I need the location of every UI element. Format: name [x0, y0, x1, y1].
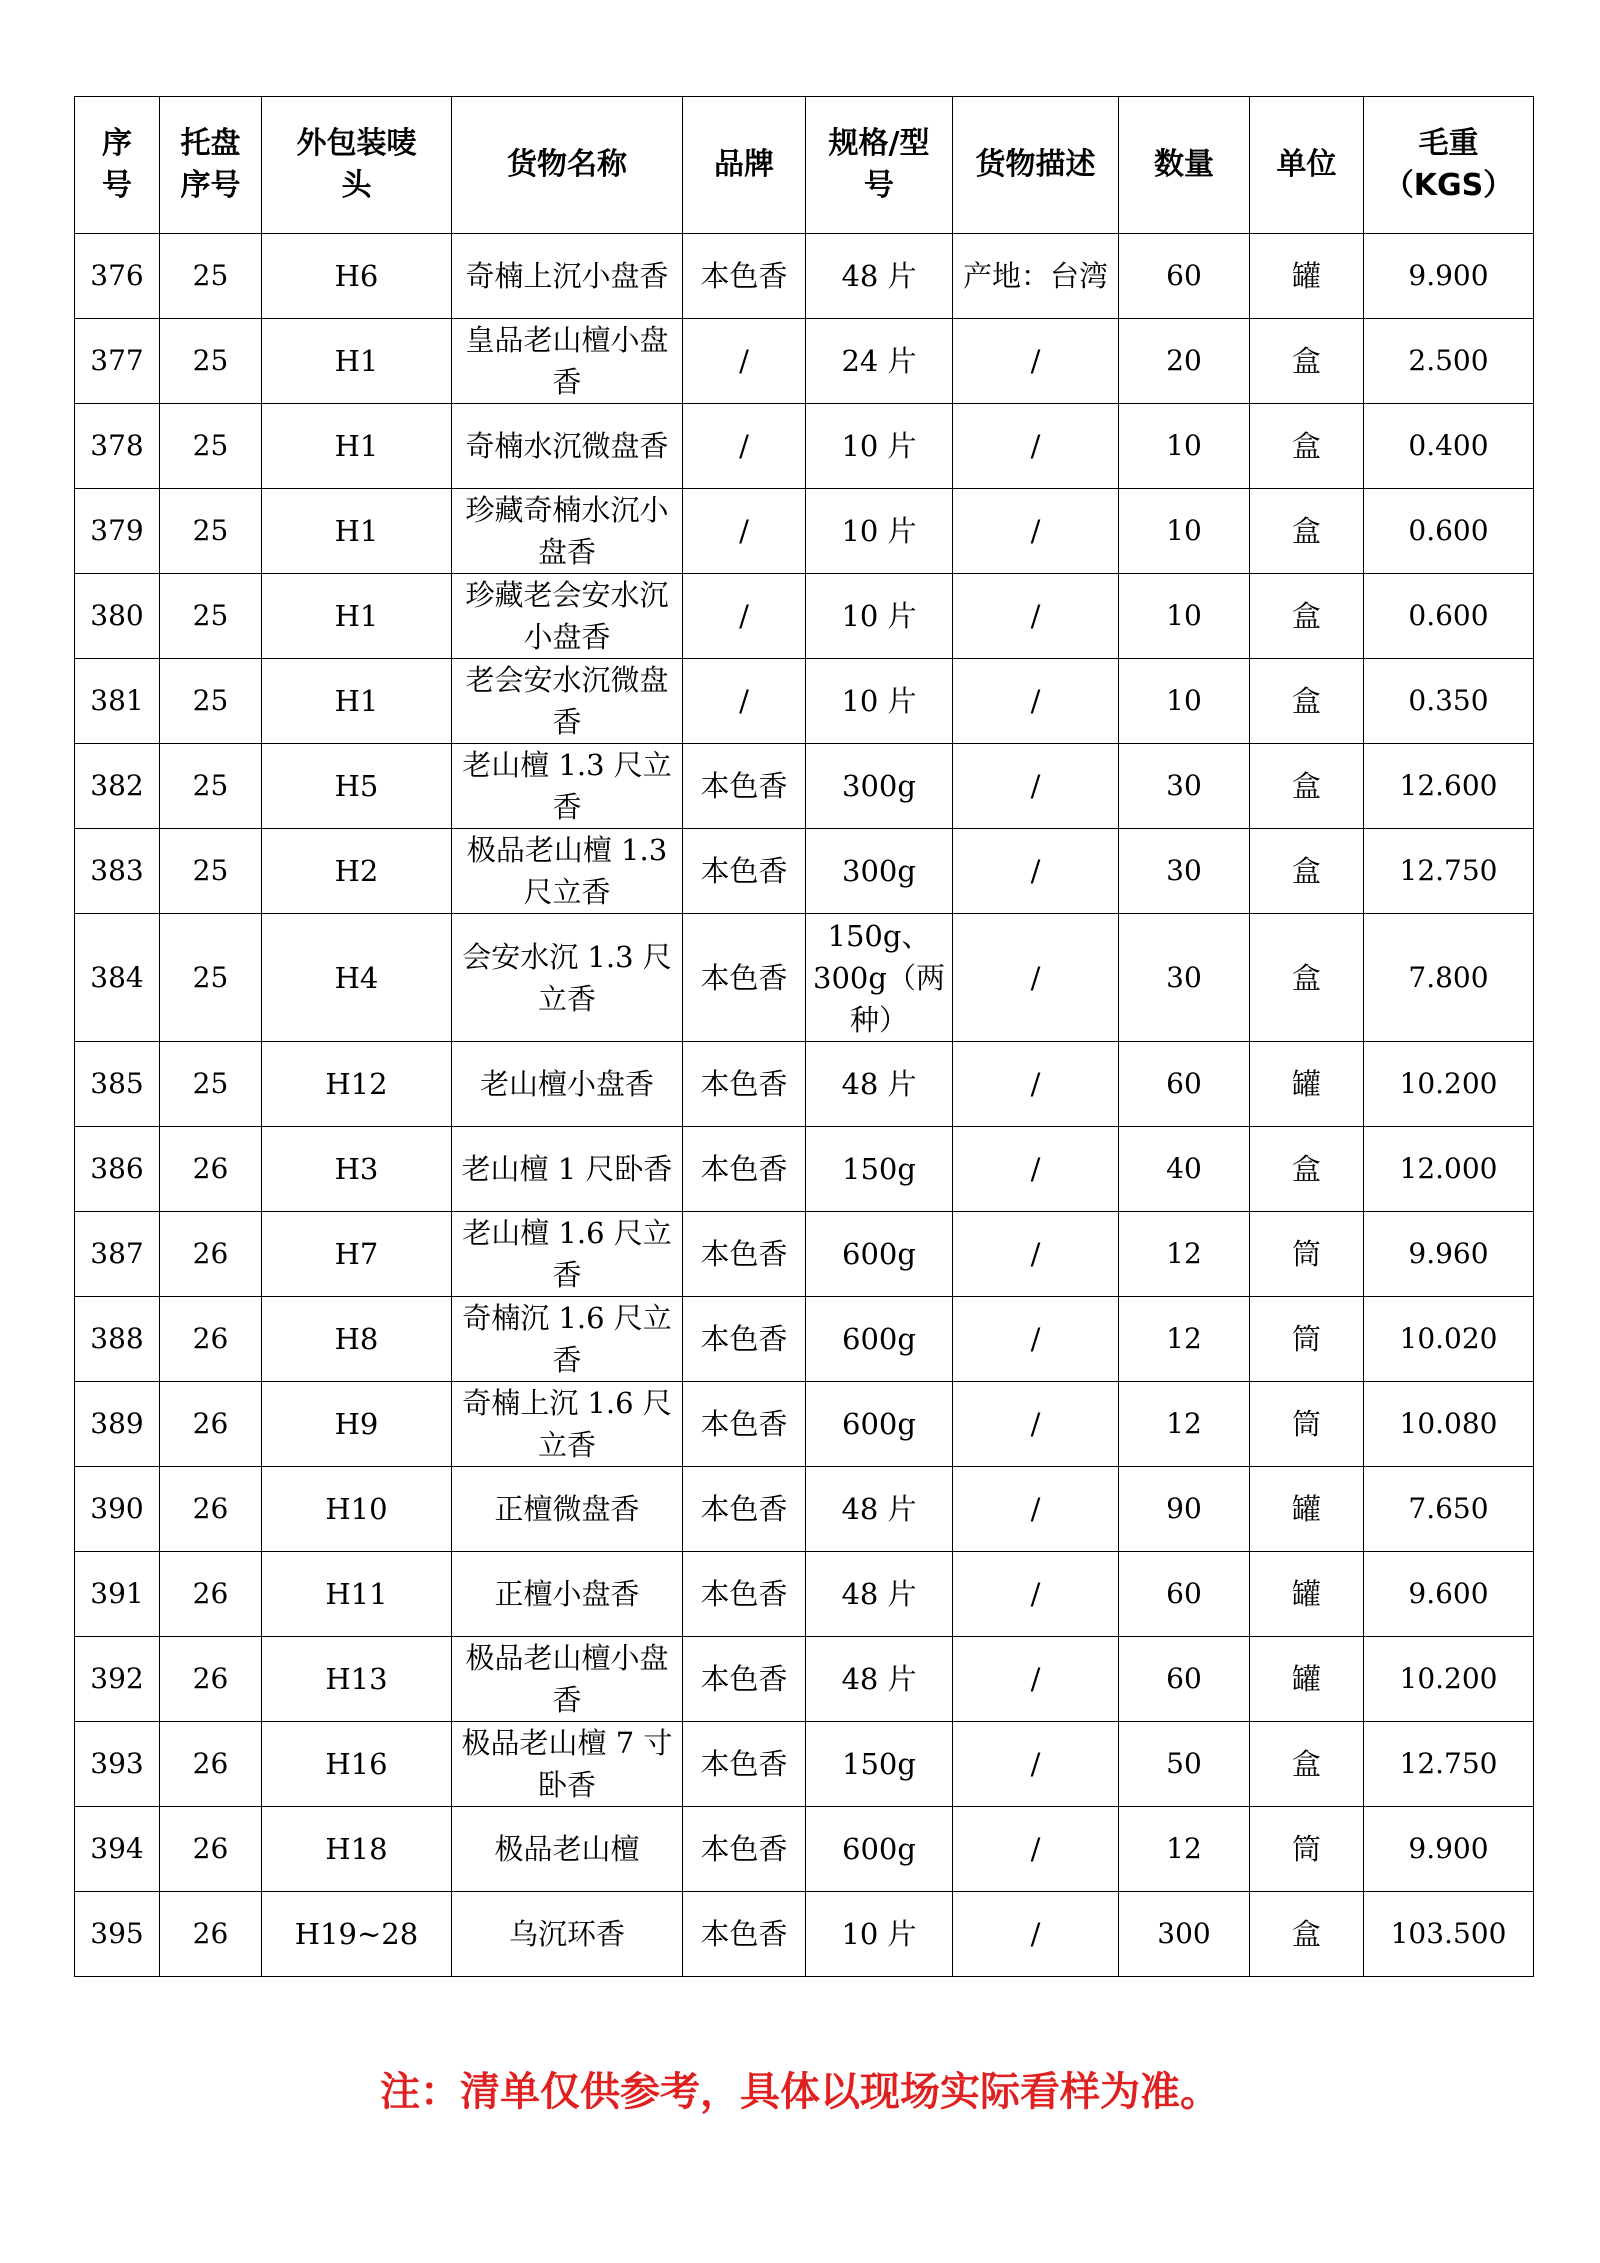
cell-weight: 12.000	[1364, 1127, 1534, 1212]
cell-seq: 382	[75, 744, 160, 829]
cell-unit: 筒	[1250, 1297, 1364, 1382]
header-brand: 品牌	[683, 97, 806, 234]
cell-unit: 盒	[1250, 744, 1364, 829]
header-mark: 外包装唛 头	[262, 97, 452, 234]
cell-pallet: 26	[160, 1127, 262, 1212]
cell-weight: 7.650	[1364, 1467, 1534, 1552]
cell-mark: H8	[262, 1297, 452, 1382]
cell-desc: /	[953, 1807, 1119, 1892]
cell-unit: 盒	[1250, 829, 1364, 914]
cell-desc: /	[953, 914, 1119, 1042]
cell-weight: 0.600	[1364, 574, 1534, 659]
cell-unit: 盒	[1250, 404, 1364, 489]
cell-seq: 392	[75, 1637, 160, 1722]
cell-desc: /	[953, 574, 1119, 659]
cell-desc: /	[953, 1042, 1119, 1127]
cell-brand: 本色香	[683, 1382, 806, 1467]
cell-seq: 386	[75, 1127, 160, 1212]
cell-mark: H16	[262, 1722, 452, 1807]
cell-desc: /	[953, 1212, 1119, 1297]
cell-unit: 盒	[1250, 319, 1364, 404]
cell-pallet: 26	[160, 1552, 262, 1637]
cell-desc: /	[953, 319, 1119, 404]
cell-name: 奇楠沉 1.6 尺立香	[452, 1297, 683, 1382]
header-name: 货物名称	[452, 97, 683, 234]
table-row	[75, 404, 1534, 489]
header-desc: 货物描述	[953, 97, 1119, 234]
cell-spec: 300g	[806, 829, 953, 914]
cell-spec: 48 片	[806, 1637, 953, 1722]
cell-brand: /	[683, 574, 806, 659]
cell-mark: H1	[262, 489, 452, 574]
cell-mark: H7	[262, 1212, 452, 1297]
cell-mark: H5	[262, 744, 452, 829]
cell-unit: 盒	[1250, 1892, 1364, 1977]
table-row	[75, 489, 1534, 574]
cell-qty: 60	[1119, 1042, 1250, 1127]
cell-mark: H1	[262, 319, 452, 404]
cell-name: 老山檀 1 尺卧香	[452, 1127, 683, 1212]
cell-mark: H11	[262, 1552, 452, 1637]
table-row	[75, 574, 1534, 659]
cell-mark: H9	[262, 1382, 452, 1467]
cell-pallet: 25	[160, 914, 262, 1042]
cell-pallet: 25	[160, 829, 262, 914]
cell-weight: 0.600	[1364, 489, 1534, 574]
cell-seq: 383	[75, 829, 160, 914]
cell-spec: 48 片	[806, 1552, 953, 1637]
cell-desc: 产地：台湾	[953, 234, 1119, 319]
header-spec: 规格/型 号	[806, 97, 953, 234]
cell-unit: 盒	[1250, 489, 1364, 574]
cell-name: 珍藏老会安水沉小盘香	[452, 574, 683, 659]
cell-pallet: 26	[160, 1722, 262, 1807]
cell-seq: 381	[75, 659, 160, 744]
cell-mark: H4	[262, 914, 452, 1042]
cell-qty: 10	[1119, 659, 1250, 744]
table-row	[75, 1892, 1534, 1977]
cell-name: 正檀小盘香	[452, 1552, 683, 1637]
cell-spec: 150g	[806, 1722, 953, 1807]
cell-name: 极品老山檀	[452, 1807, 683, 1892]
cell-mark: H1	[262, 404, 452, 489]
cell-brand: 本色香	[683, 1807, 806, 1892]
cell-brand: 本色香	[683, 914, 806, 1042]
cell-pallet: 26	[160, 1807, 262, 1892]
cell-mark: H18	[262, 1807, 452, 1892]
cell-mark: H19~28	[262, 1892, 452, 1977]
cell-name: 会安水沉 1.3 尺立香	[452, 914, 683, 1042]
cell-weight: 2.500	[1364, 319, 1534, 404]
cell-brand: /	[683, 489, 806, 574]
table-row	[75, 1467, 1534, 1552]
cell-seq: 378	[75, 404, 160, 489]
cell-weight: 10.080	[1364, 1382, 1534, 1467]
cell-name: 老山檀 1.6 尺立香	[452, 1212, 683, 1297]
cell-desc: /	[953, 489, 1119, 574]
cell-brand: 本色香	[683, 829, 806, 914]
cell-name: 极品老山檀 1.3 尺立香	[452, 829, 683, 914]
cell-qty: 20	[1119, 319, 1250, 404]
cell-spec: 600g	[806, 1212, 953, 1297]
cell-pallet: 26	[160, 1297, 262, 1382]
cell-weight: 12.750	[1364, 829, 1534, 914]
cell-qty: 10	[1119, 574, 1250, 659]
table-row	[75, 1552, 1534, 1637]
cell-unit: 筒	[1250, 1382, 1364, 1467]
cell-brand: 本色香	[683, 1637, 806, 1722]
cell-spec: 48 片	[806, 1042, 953, 1127]
cell-pallet: 25	[160, 659, 262, 744]
cell-name: 老山檀小盘香	[452, 1042, 683, 1127]
cell-qty: 60	[1119, 234, 1250, 319]
cell-unit: 盒	[1250, 659, 1364, 744]
cell-brand: 本色香	[683, 1552, 806, 1637]
cell-spec: 10 片	[806, 489, 953, 574]
cell-seq: 389	[75, 1382, 160, 1467]
cell-pallet: 26	[160, 1382, 262, 1467]
cell-seq: 394	[75, 1807, 160, 1892]
cell-qty: 12	[1119, 1382, 1250, 1467]
table-row	[75, 1382, 1534, 1467]
cell-brand: /	[683, 319, 806, 404]
cell-weight: 10.200	[1364, 1042, 1534, 1127]
cell-pallet: 25	[160, 489, 262, 574]
cell-name: 老会安水沉微盘香	[452, 659, 683, 744]
cell-spec: 10 片	[806, 1892, 953, 1977]
cell-seq: 393	[75, 1722, 160, 1807]
cell-unit: 罐	[1250, 234, 1364, 319]
cell-spec: 24 片	[806, 319, 953, 404]
cell-spec: 10 片	[806, 574, 953, 659]
cell-mark: H6	[262, 234, 452, 319]
cell-weight: 0.400	[1364, 404, 1534, 489]
cell-pallet: 26	[160, 1467, 262, 1552]
cell-seq: 377	[75, 319, 160, 404]
table-row	[75, 1212, 1534, 1297]
cell-mark: H1	[262, 659, 452, 744]
cell-pallet: 25	[160, 404, 262, 489]
cell-qty: 300	[1119, 1892, 1250, 1977]
table-row	[75, 829, 1534, 914]
cell-name: 奇楠上沉小盘香	[452, 234, 683, 319]
cell-qty: 90	[1119, 1467, 1250, 1552]
cell-brand: 本色香	[683, 1892, 806, 1977]
cell-desc: /	[953, 829, 1119, 914]
cell-spec: 48 片	[806, 1467, 953, 1552]
cell-brand: /	[683, 659, 806, 744]
cell-weight: 0.350	[1364, 659, 1534, 744]
cell-pallet: 26	[160, 1892, 262, 1977]
cell-brand: 本色香	[683, 1212, 806, 1297]
cell-brand: 本色香	[683, 1042, 806, 1127]
cell-weight: 10.200	[1364, 1637, 1534, 1722]
table-row	[75, 1807, 1534, 1892]
cell-mark: H3	[262, 1127, 452, 1212]
cell-desc: /	[953, 1127, 1119, 1212]
cell-name: 皇品老山檀小盘香	[452, 319, 683, 404]
cell-seq: 376	[75, 234, 160, 319]
cell-unit: 罐	[1250, 1467, 1364, 1552]
goods-list-table	[74, 96, 1534, 1977]
cell-name: 乌沉环香	[452, 1892, 683, 1977]
header-unit: 单位	[1250, 97, 1364, 234]
cell-mark: H13	[262, 1637, 452, 1722]
cell-seq: 384	[75, 914, 160, 1042]
cell-name: 奇楠水沉微盘香	[452, 404, 683, 489]
cell-seq: 387	[75, 1212, 160, 1297]
cell-spec: 150g	[806, 1127, 953, 1212]
header-qty: 数量	[1119, 97, 1250, 234]
cell-seq: 391	[75, 1552, 160, 1637]
table-row	[75, 744, 1534, 829]
cell-brand: 本色香	[683, 1297, 806, 1382]
cell-weight: 12.750	[1364, 1722, 1534, 1807]
cell-spec: 300g	[806, 744, 953, 829]
cell-seq: 379	[75, 489, 160, 574]
cell-spec: 10 片	[806, 659, 953, 744]
cell-qty: 60	[1119, 1637, 1250, 1722]
cell-qty: 40	[1119, 1127, 1250, 1212]
cell-desc: /	[953, 1382, 1119, 1467]
cell-mark: H10	[262, 1467, 452, 1552]
cell-weight: 103.500	[1364, 1892, 1534, 1977]
cell-name: 极品老山檀小盘香	[452, 1637, 683, 1722]
table-row	[75, 1297, 1534, 1382]
header-pallet: 托盘 序号	[160, 97, 262, 234]
table-row	[75, 1722, 1534, 1807]
cell-mark: H12	[262, 1042, 452, 1127]
cell-weight: 9.960	[1364, 1212, 1534, 1297]
cell-pallet: 25	[160, 574, 262, 659]
cell-spec: 150g、300g（两种）	[806, 914, 953, 1042]
header-seq: 序 号	[75, 97, 160, 234]
cell-name: 正檀微盘香	[452, 1467, 683, 1552]
cell-weight: 9.900	[1364, 1807, 1534, 1892]
cell-qty: 12	[1119, 1297, 1250, 1382]
cell-desc: /	[953, 1892, 1119, 1977]
cell-seq: 385	[75, 1042, 160, 1127]
cell-qty: 60	[1119, 1552, 1250, 1637]
cell-desc: /	[953, 1722, 1119, 1807]
cell-spec: 48 片	[806, 234, 953, 319]
disclaimer-note: 注：清单仅供参考，具体以现场实际看样为准。	[380, 2069, 1220, 2115]
cell-desc: /	[953, 659, 1119, 744]
table-row	[75, 234, 1534, 319]
table-header-row	[75, 97, 1534, 234]
cell-unit: 筒	[1250, 1807, 1364, 1892]
cell-spec: 600g	[806, 1807, 953, 1892]
cell-weight: 9.600	[1364, 1552, 1534, 1637]
cell-unit: 盒	[1250, 914, 1364, 1042]
cell-desc: /	[953, 744, 1119, 829]
cell-brand: 本色香	[683, 1467, 806, 1552]
cell-qty: 10	[1119, 489, 1250, 574]
cell-pallet: 26	[160, 1637, 262, 1722]
cell-weight: 7.800	[1364, 914, 1534, 1042]
table-row	[75, 319, 1534, 404]
cell-seq: 395	[75, 1892, 160, 1977]
cell-pallet: 26	[160, 1212, 262, 1297]
cell-qty: 30	[1119, 744, 1250, 829]
cell-unit: 盒	[1250, 1127, 1364, 1212]
cell-weight: 9.900	[1364, 234, 1534, 319]
cell-seq: 380	[75, 574, 160, 659]
cell-qty: 30	[1119, 914, 1250, 1042]
table-row	[75, 1042, 1534, 1127]
cell-brand: 本色香	[683, 234, 806, 319]
cell-unit: 罐	[1250, 1042, 1364, 1127]
cell-pallet: 25	[160, 744, 262, 829]
cell-spec: 600g	[806, 1297, 953, 1382]
cell-spec: 10 片	[806, 404, 953, 489]
cell-brand: /	[683, 404, 806, 489]
cell-brand: 本色香	[683, 744, 806, 829]
cell-unit: 筒	[1250, 1212, 1364, 1297]
cell-seq: 388	[75, 1297, 160, 1382]
cell-spec: 600g	[806, 1382, 953, 1467]
table-row	[75, 1637, 1534, 1722]
cell-desc: /	[953, 1637, 1119, 1722]
cell-qty: 10	[1119, 404, 1250, 489]
cell-pallet: 25	[160, 234, 262, 319]
cell-qty: 12	[1119, 1807, 1250, 1892]
table-row	[75, 914, 1534, 1042]
cell-qty: 12	[1119, 1212, 1250, 1297]
cell-desc: /	[953, 404, 1119, 489]
cell-mark: H1	[262, 574, 452, 659]
cell-name: 极品老山檀 7 寸卧香	[452, 1722, 683, 1807]
cell-mark: H2	[262, 829, 452, 914]
table-row	[75, 1127, 1534, 1212]
cell-qty: 50	[1119, 1722, 1250, 1807]
cell-name: 奇楠上沉 1.6 尺立香	[452, 1382, 683, 1467]
cell-unit: 盒	[1250, 1722, 1364, 1807]
cell-pallet: 25	[160, 319, 262, 404]
cell-qty: 30	[1119, 829, 1250, 914]
cell-brand: 本色香	[683, 1722, 806, 1807]
cell-desc: /	[953, 1297, 1119, 1382]
cell-desc: /	[953, 1467, 1119, 1552]
cell-weight: 12.600	[1364, 744, 1534, 829]
cell-unit: 罐	[1250, 1552, 1364, 1637]
cell-name: 珍藏奇楠水沉小盘香	[452, 489, 683, 574]
cell-weight: 10.020	[1364, 1297, 1534, 1382]
cell-brand: 本色香	[683, 1127, 806, 1212]
cell-seq: 390	[75, 1467, 160, 1552]
cell-pallet: 25	[160, 1042, 262, 1127]
cell-desc: /	[953, 1552, 1119, 1637]
cell-unit: 盒	[1250, 574, 1364, 659]
cell-name: 老山檀 1.3 尺立香	[452, 744, 683, 829]
table-row	[75, 659, 1534, 744]
header-weight: 毛重 （KGS）	[1364, 97, 1534, 234]
cell-unit: 罐	[1250, 1637, 1364, 1722]
